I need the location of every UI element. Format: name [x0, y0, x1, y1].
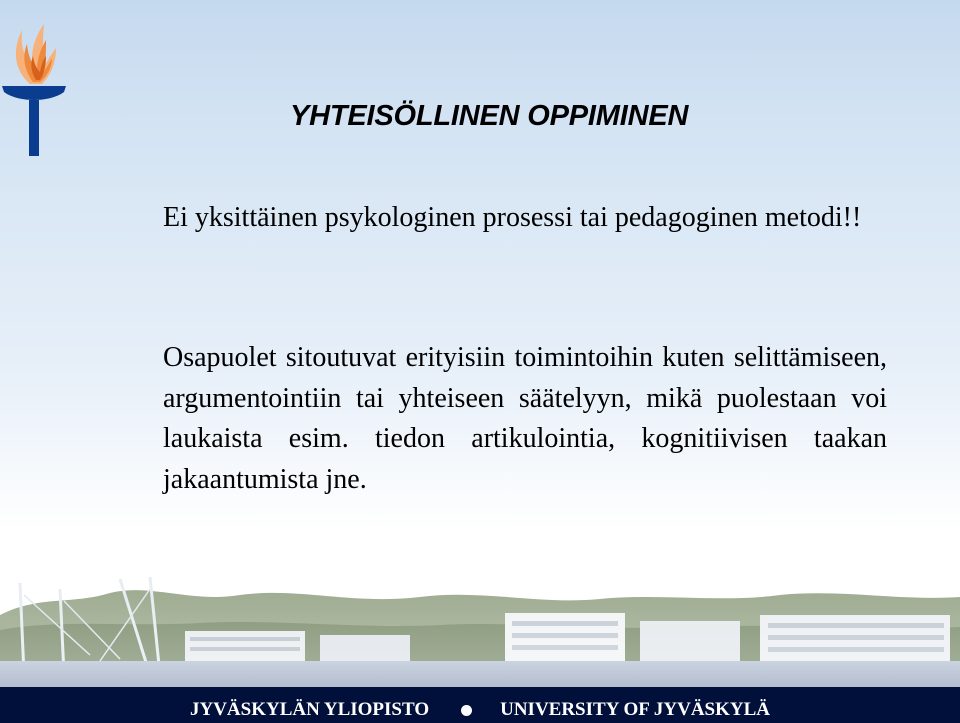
- footer-finnish-name: JYVÄSKYLÄN YLIOPISTO: [189, 699, 430, 720]
- footer-bar: [0, 687, 960, 723]
- footer-english-name: UNIVERSITY OF JYVÄSKYLÄ: [500, 699, 771, 720]
- paragraph-description: Osapuolet sitoutuvat erityisiin toimintoihin kuten selittämiseen, argumentointiin tai yhteiseen säätelyyn, mikä puolestaan voi laukaista esim. tiedon artikulointia, kognitiivisen taakan jakaantumista jne.: [163, 342, 887, 495]
- slide-title: YHTEISÖLLINEN OPPIMINEN: [290, 100, 689, 132]
- campus-photo-strip: [0, 575, 960, 687]
- bullet-dot-icon: [461, 705, 472, 716]
- university-torch-logo-icon: [0, 8, 72, 158]
- paragraph-definition: Ei yksittäinen psykologinen prosessi tai pedagoginen metodi!!: [163, 202, 862, 233]
